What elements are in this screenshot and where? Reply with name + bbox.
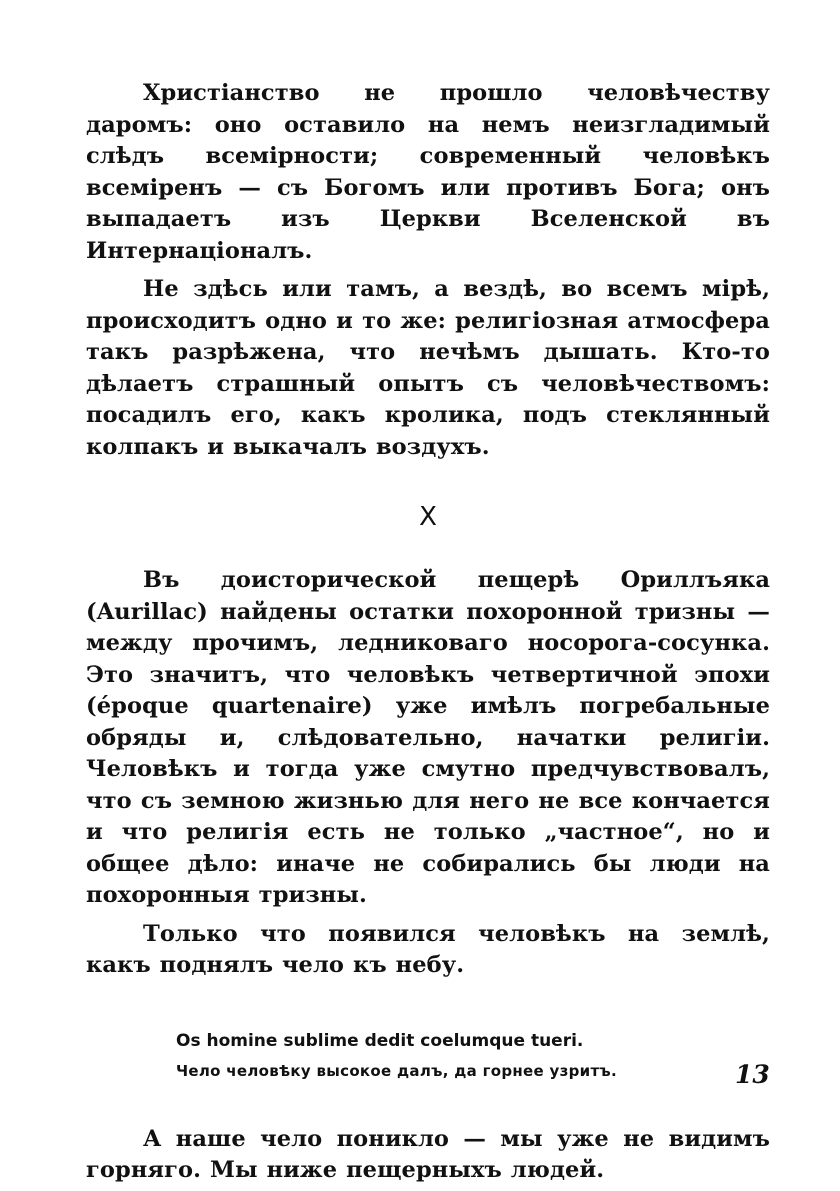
- paragraph-forehead: Только что появился человѣкъ на землѣ, какъ поднялъ чело къ небу.: [86, 920, 770, 978]
- paragraph-atmosphere: Не здѣсь или тамъ, а вездѣ, во всемъ мірѣ, происходитъ одно и то же: религіозная атмосфера такъ разрѣжена, что нечѣмъ дышать. Кто-то дѣлаетъ страшный опытъ съ человѣчествомъ: посадилъ его, какъ кролика, подъ стеклянный колпакъ и выкачалъ воздухъ.: [86, 276, 770, 460]
- quote-latin: Os homine sublime dedit coelumque tueri.: [176, 1030, 584, 1051]
- paragraph-christianity: Христіанство не прошло человѣчеству даромъ: оно оставило на немъ неизгладимый слѣдъ всемірности; современный человѣкъ всеміренъ — съ Богомъ или противъ Бога; онъ выпадаетъ изъ Церкви Вселенской въ Интернаціоналъ.: [86, 80, 770, 264]
- page-number: 13: [735, 1060, 770, 1089]
- epigraph-quote: [176, 1026, 770, 1086]
- quote-translation: Чело человѣку высокое далъ, да горнее узритъ.: [176, 1061, 618, 1080]
- book-page: [86, 78, 770, 1187]
- paragraph-aurillac: Въ доисторической пещерѣ Ориллъяка (Aurillac) найдены остатки похоронной тризны — между прочимъ, ледниковаго носорога-сосунка. Это значитъ, что человѣкъ четвертичной эпохи (époque quartenaire) уже имѣлъ погребальные обряды и, слѣдовательно, начатки религіи. Человѣкъ и тогда уже смутно предчувствовалъ, что съ земною жизнью для него не все кончается и что религія есть не только „частное“, но и общее дѣло: иначе не собирались бы люди на похоронныя тризны.: [86, 567, 770, 908]
- section-number: X: [419, 502, 437, 532]
- paragraph-closing: А наше чело поникло — мы уже не видимъ горняго. Мы ниже пещерныхъ людей.: [86, 1125, 770, 1183]
